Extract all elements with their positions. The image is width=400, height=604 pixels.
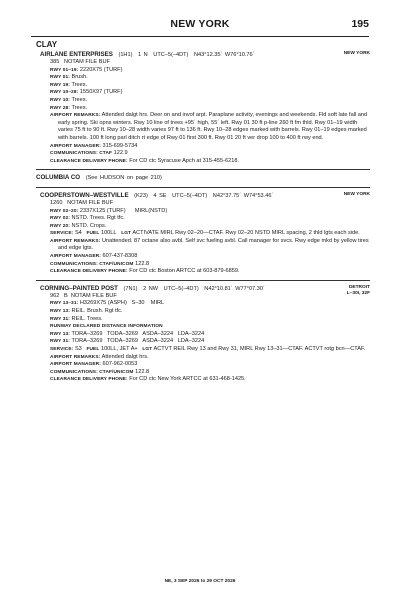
- remarks-text: Attended dalgt hrs. Deer on and invof arpt. Paraplane activity, evenings and weekends. Fld soft late fall and early spring. Ski opns winters. Rwy 10 line of trees +95´ high, 55´ left. Rwy 01 30 ft p-line 260 ft fm thld. Rwy 01–19 width varies 75 ft to 90 ft. Rwy 10–28 width varies 97 ft to 136 ft. Rwy 10–28 edges marked with barrels. Rwy 01–19 edges marked with barrels. 100 ft long parl ditch rt edge of Rwy 01 first 300 ft. Rwy 01 20 ft ver drop 100 to 400 ft rwy end.: [58, 112, 368, 141]
- clearance-text: For CD ctc New York ARTCC at 631-468-1425.: [129, 376, 246, 383]
- manager-label: AIRPORT MANAGER:: [50, 143, 101, 149]
- cross-reference-text: (See HUDSON on page 210): [85, 175, 162, 182]
- fuel-label: FUEL: [86, 231, 100, 237]
- runway-dimensions: 2337X125 (TURF): [79, 207, 126, 214]
- fuel-types: 100LL: [100, 230, 117, 237]
- runway-label: RWY 13–31:: [50, 301, 79, 307]
- runway-end-label: RWY 13:: [50, 331, 70, 337]
- service-code: S4: [74, 230, 82, 237]
- communications-label: COMMUNICATIONS: CTAF: [50, 151, 113, 157]
- notam-file: NOTAM FILE BUF: [67, 199, 114, 206]
- airport-remarks: [40, 238, 370, 253]
- airport-utc: UTC–5(–4DT): [163, 285, 199, 292]
- runway-dimensions: 2220X75 (TURF): [79, 66, 123, 73]
- declared-distances: TORA–3269 TODA–3269 ASDA–3224 LDA–3224: [71, 338, 205, 345]
- manager-line: [40, 143, 370, 151]
- clearance-line: [40, 158, 370, 166]
- airport-coords: N43°12.35´ W76°10.76´: [193, 52, 255, 58]
- airport-coords: N42°37.75´ W74°53.46´: [212, 192, 274, 199]
- airport-distance: 1 N: [138, 52, 148, 58]
- airport-entry-cooperstown: [40, 192, 370, 276]
- notam-file: NOTAM FILE BUF: [70, 292, 117, 299]
- airport-remarks: [40, 354, 370, 362]
- airport-name: CORNING–PAINTED POST: [40, 284, 118, 292]
- manager-phone: 607-437-8308: [102, 253, 138, 260]
- clearance-text: For CD ctc Syracuse Apch at 315-455-6218.: [129, 157, 239, 164]
- runway-end-line: [40, 308, 370, 316]
- runway-line: [40, 67, 370, 75]
- section-divider: [36, 169, 370, 170]
- county-heading: CLAY: [36, 40, 58, 49]
- page-footer: NE, 3 SEP 2026 to 29 OCT 2026: [164, 579, 236, 584]
- remarks-text: Unattended. 87 octane also avbl. Self svc fueling avbl. Call manager for svcs. Rwy edge mkd by yellow tires and edge lgts.: [58, 237, 369, 252]
- runway-line: [40, 300, 370, 308]
- service-line: [40, 230, 370, 238]
- runway-end-line: [40, 215, 370, 223]
- elev-line: [40, 59, 370, 67]
- runway-end-label: RWY 02:: [50, 216, 70, 222]
- communications-freq: 122.8: [135, 260, 150, 267]
- section-divider: [36, 280, 370, 281]
- communications-label: COMMUNICATIONS: CTAF/UNICOM: [50, 261, 134, 267]
- runway-dimensions: H3269X75 (ASPH): [79, 300, 127, 307]
- clearance-text: For CD ctc Boston ARTCC at 603-879-6859.: [129, 268, 240, 275]
- service-code: S3: [74, 346, 82, 352]
- header-rule: [31, 36, 369, 37]
- chart-panels: L–30I, 32F: [346, 290, 370, 296]
- communications-freq: 122.8: [135, 368, 150, 375]
- manager-line: [40, 361, 370, 369]
- communications-label: COMMUNICATIONS: CTAF/UNICOM: [50, 369, 134, 375]
- fuel-label: FUEL: [86, 347, 100, 352]
- lighting-text: ACTIVATE MIRL Rwy 02–20—CTAF. Rwy 02–20 NSTD MIRL spacing, 2 thld lgts each side.: [132, 230, 360, 237]
- airport-entry-corning: [40, 285, 370, 384]
- airport-distance: 2 NW: [143, 285, 159, 292]
- clearance-line: [40, 376, 370, 384]
- chart-reference: NEW YORK: [343, 51, 370, 56]
- runway-end-line: [40, 97, 370, 105]
- notam-file: NOTAM FILE BUF: [64, 59, 110, 65]
- elev-line: [40, 290, 370, 301]
- remarks-label: AIRPORT REMARKS:: [50, 238, 101, 244]
- manager-label: AIRPORT MANAGER:: [50, 362, 101, 368]
- fuel-types: 100LL, JET A+: [100, 346, 138, 352]
- runway-end-info: Trees.: [71, 104, 88, 111]
- runway-end-label: RWY 31:: [50, 316, 70, 322]
- runway-label: RWY 02–20:: [50, 208, 79, 214]
- chart-name: DETROIT: [348, 284, 370, 290]
- runway-end-info: REIL. Brush. Rgt tfc.: [71, 308, 123, 315]
- manager-phone: 315-699-5734: [102, 142, 138, 149]
- clearance-label: CLEARANCE DELIVERY PHONE:: [50, 158, 128, 164]
- elevation: 385: [50, 59, 60, 65]
- runway-end-info: Trees.: [71, 81, 88, 88]
- page-number: 195: [351, 18, 369, 30]
- clearance-line: [40, 268, 370, 276]
- runway-end-label: RWY 20:: [50, 223, 70, 229]
- runway-end-label: RWY 01:: [50, 75, 70, 81]
- beacon-code: B: [64, 292, 68, 299]
- runway-end-line: [40, 74, 370, 82]
- runway-line: [40, 208, 370, 216]
- state-title: NEW YORK: [170, 18, 230, 30]
- remarks-label: AIRPORT REMARKS:: [50, 113, 101, 119]
- declared-distance-line: [40, 338, 370, 346]
- airport-utc: UTC–5(–4DT): [172, 192, 208, 199]
- airport-name: COOPERSTOWN–WESTVILLE: [40, 191, 129, 199]
- elev-line: [40, 200, 370, 208]
- runway-end-label: RWY 19:: [50, 82, 70, 88]
- runway-end-line: [40, 316, 370, 324]
- runway-end-info: NSTD. Trees. Rgt tfc.: [71, 215, 125, 222]
- runway-label: RWY 01–19:: [50, 67, 79, 73]
- chart-reference: NEW YORK: [343, 191, 370, 197]
- airport-utc: UTC–5(–4DT): [153, 52, 189, 58]
- remarks-label: AIRPORT REMARKS:: [50, 354, 101, 360]
- runway-end-info: Trees.: [71, 96, 88, 103]
- airport-header: [40, 192, 370, 200]
- runway-lighting: MIRL: [150, 300, 165, 307]
- runway-dimensions: 1550X97 (TURF): [79, 89, 123, 96]
- manager-phone: 607-962-0053: [102, 361, 138, 368]
- cross-reference-name: COLUMBIA CO: [36, 174, 81, 182]
- runway-end-line: [40, 105, 370, 113]
- runway-end-line: [40, 223, 370, 231]
- manager-label: AIRPORT MANAGER:: [50, 254, 101, 260]
- runway-end-info: REIL. Trees.: [71, 315, 103, 322]
- section-divider: [36, 187, 370, 188]
- airport-ident: (K23): [134, 192, 148, 199]
- airport-name: AIRLANE ENTERPRISES: [40, 51, 113, 58]
- elevation: 1260: [50, 199, 63, 206]
- airport-header: [40, 51, 370, 59]
- lighting-text: ACTVT REIL Rwy 13 and Rwy 31, MIRL Rwy 13–31—CTAF. ACTVT rotg bcn—CTAF.: [153, 346, 366, 352]
- runway-line: [40, 89, 370, 97]
- directory-content: [36, 40, 370, 386]
- service-label: SERVICE:: [50, 231, 74, 237]
- communications-line: [40, 150, 370, 158]
- declared-distance-line: [40, 331, 370, 339]
- runway-end-label: RWY 13:: [50, 309, 70, 315]
- remarks-text: Attended dalgt hrs.: [101, 353, 149, 360]
- airport-entry-airlane: [40, 51, 370, 165]
- runway-end-info: NSTD. Crops.: [71, 222, 107, 229]
- runway-label: RWY 10–28:: [50, 90, 79, 96]
- runway-lighting: MIRL(NSTD): [134, 207, 168, 214]
- cross-reference-entry: [36, 174, 370, 183]
- airport-ident: (1H1): [118, 52, 133, 58]
- runway-end-line: [40, 82, 370, 90]
- communications-freq: 122.9: [113, 150, 128, 157]
- declared-distances: TORA–3269 TODA–3269 ASDA–3224 LDA–3224: [71, 330, 205, 337]
- runway-end-label: RWY 28:: [50, 105, 70, 111]
- service-label: SERVICE:: [50, 347, 74, 352]
- runway-end-info: Brush.: [71, 74, 88, 81]
- communications-line: [40, 261, 370, 269]
- service-line: [40, 346, 370, 354]
- manager-line: [40, 253, 370, 261]
- clearance-label: CLEARANCE DELIVERY PHONE:: [50, 269, 128, 275]
- chart-reference: [347, 285, 370, 297]
- declared-distance-label: RUNWAY DECLARED DISTANCE INFORMATION: [50, 324, 163, 330]
- airport-distance: 4 SE: [153, 192, 167, 199]
- runway-strength: S–30: [131, 300, 145, 307]
- communications-line: [40, 369, 370, 377]
- runway-end-label: RWY 31:: [50, 339, 70, 345]
- runway-end-label: RWY 10:: [50, 97, 70, 103]
- airport-ident: (7N1): [123, 285, 138, 292]
- lighting-label: LGT: [142, 347, 153, 352]
- declared-distance-heading: [40, 323, 370, 331]
- page-header: [0, 18, 400, 34]
- lighting-label: LGT: [121, 231, 132, 237]
- elevation: 962: [50, 292, 60, 299]
- airport-remarks: [40, 112, 370, 142]
- airport-coords: N42°10.81´ W77°07.30´: [204, 285, 265, 292]
- clearance-label: CLEARANCE DELIVERY PHONE:: [50, 377, 128, 383]
